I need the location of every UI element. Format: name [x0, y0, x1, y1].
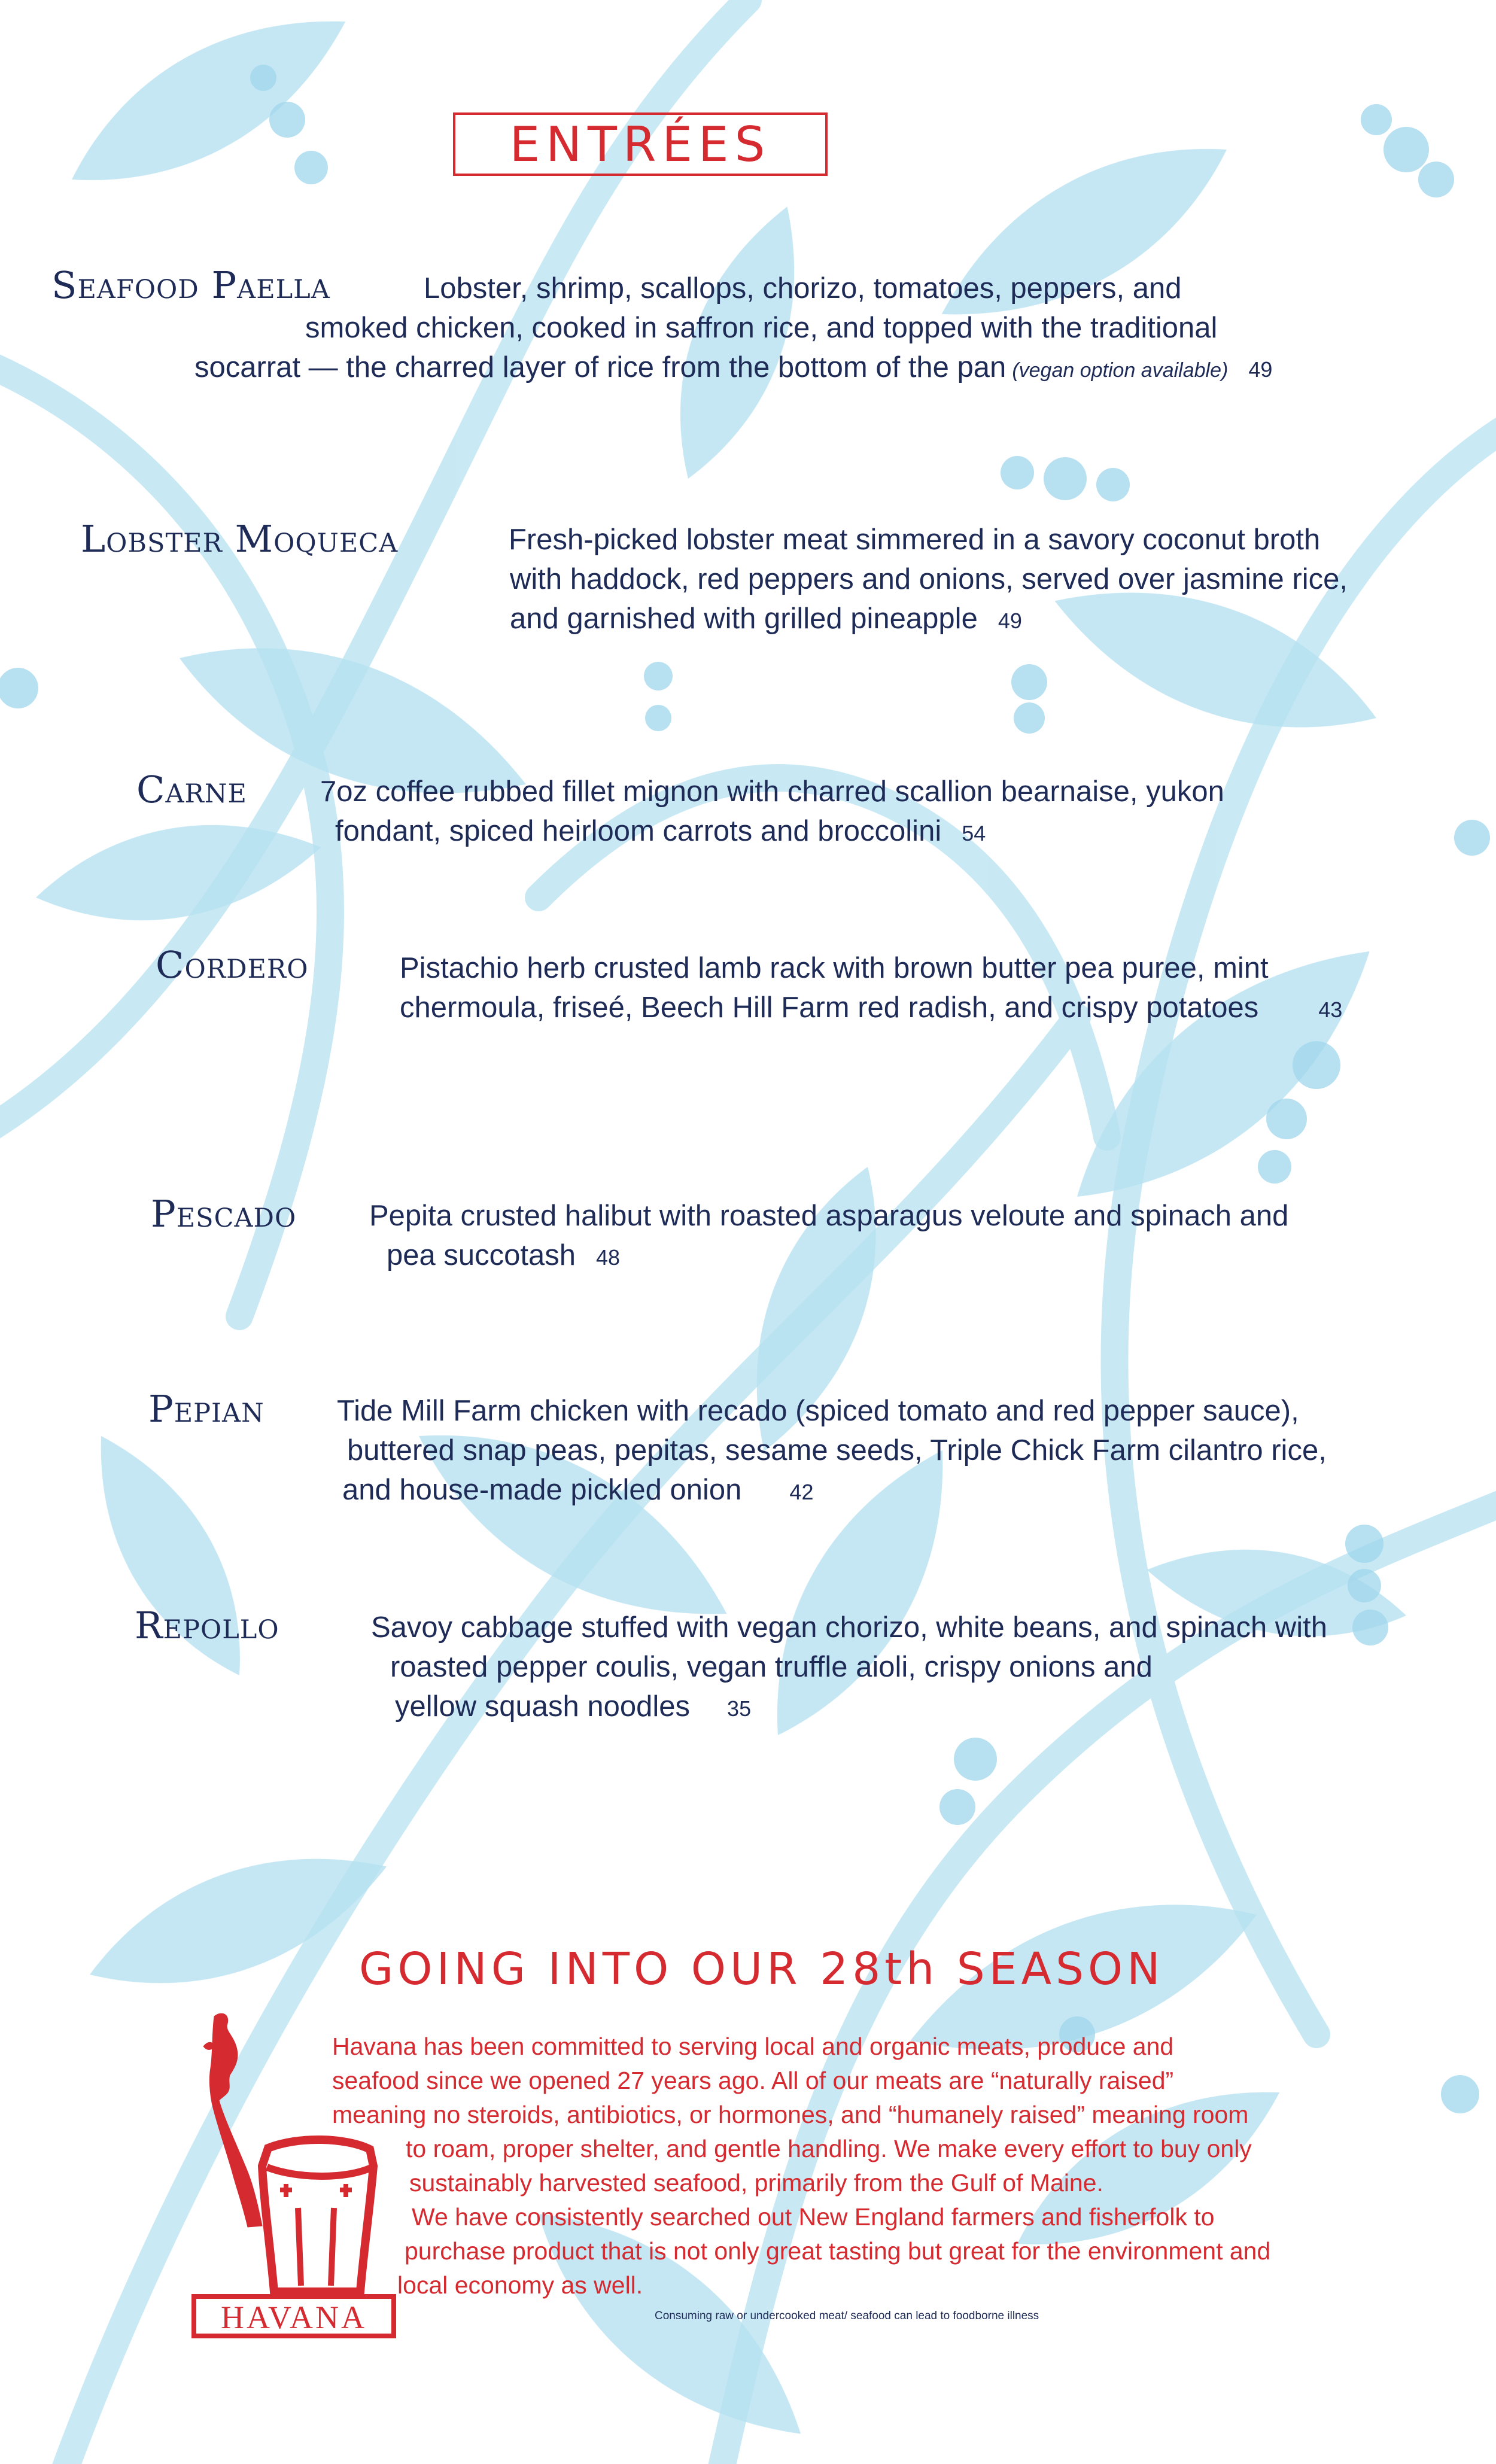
havana-conga-drum-icon: [194, 2013, 394, 2336]
season-line: local economy as well.: [397, 2271, 643, 2299]
dish-description-text: chermoula, friseé, Beech Hill Farm red radish, and crispy potatoes: [400, 991, 1259, 1024]
season-line: We have consistently searched out New England farmers and fisherfolk to: [412, 2203, 1215, 2231]
havana-logo: [190, 2010, 400, 2346]
dish-description-text: pea succotash: [387, 1239, 576, 1271]
dish-name: Pepian: [148, 1387, 264, 1431]
dish-description-text: and garnished with grilled pineapple: [510, 603, 978, 635]
dish-description-line: [194, 348, 1272, 390]
dish-description-line: [342, 1470, 813, 1512]
dish-name: Repollo: [135, 1604, 279, 1647]
season-line: meaning no steroids, antibiotics, or hormones, and “humanely raised” meaning room: [332, 2101, 1249, 2128]
dish-description-line: with haddock, red peppers and onions, served over jasmine rice,: [510, 563, 1348, 595]
dish-price: 48: [596, 1245, 621, 1270]
dish-price: 54: [962, 821, 986, 845]
dish-description-text: fondant, spiced heirloom carrots and broccolini: [335, 815, 942, 847]
dish-description-line: roasted pepper coulis, vegan truffle aioli, crispy onions and: [390, 1651, 1153, 1683]
dish-name: Seafood Paella: [51, 263, 330, 307]
dish-description-text: socarrat — the charred layer of rice from the bottom of the pan: [194, 351, 1007, 384]
season-line: to roam, proper shelter, and gentle handling. We make every effort to buy only: [406, 2135, 1252, 2162]
dish-name: Pescado: [151, 1192, 297, 1236]
dish-description-line: [510, 599, 1022, 641]
dish-description-text: and house-made pickled onion: [342, 1474, 742, 1506]
logo-text: HAVANA: [220, 2299, 367, 2335]
dish-description-line: buttered snap peas, pepitas, sesame seeds, Triple Chick Farm cilantro rice,: [347, 1434, 1327, 1467]
dish-description-line: [395, 1687, 751, 1729]
dish-description-line: smoked chicken, cooked in saffron rice, and topped with the traditional: [305, 312, 1218, 344]
vegan-note: (vegan option available): [1012, 359, 1229, 382]
dish-price: 49: [998, 609, 1022, 633]
dish-description-line: [400, 988, 1342, 1030]
season-line: seafood since we opened 27 years ago. All of our meats are “naturally raised”: [332, 2067, 1174, 2094]
entrees-heading: ENTRÉES: [453, 112, 828, 176]
dish-description-line: Savoy cabbage stuffed with vegan chorizo, white beans, and spinach with: [371, 1611, 1328, 1644]
dish-price: 49: [1248, 357, 1273, 382]
season-heading: GOING INTO OUR 28th SEASON: [359, 1943, 1164, 1995]
dish-price: 43: [1318, 997, 1343, 1022]
food-safety-disclaimer: Consuming raw or undercooked meat/ seafood can lead to foodborne illness: [655, 2310, 1039, 2322]
dish-price: 35: [727, 1696, 752, 1721]
dish-price: 42: [789, 1480, 814, 1504]
dish-description-line: Lobster, shrimp, scallops, chorizo, tomatoes, peppers, and: [424, 272, 1182, 305]
dish-description-line: [387, 1236, 620, 1277]
dish-description-line: Pepita crusted halibut with roasted asparagus veloute and spinach and: [369, 1200, 1289, 1232]
dish-description-line: Pistachio herb crusted lamb rack with brown butter pea puree, mint: [400, 952, 1269, 984]
dish-description-line: 7oz coffee rubbed fillet mignon with charred scallion bearnaise, yukon: [320, 775, 1224, 808]
dish-name: Lobster Moqueca: [81, 517, 399, 561]
dish-description-line: Fresh-picked lobster meat simmered in a savory coconut broth: [509, 524, 1321, 556]
dish-name: Cordero: [156, 943, 309, 987]
dish-description-text: yellow squash noodles: [395, 1690, 691, 1723]
dish-description-line: [335, 811, 986, 853]
dish-name: Carne: [136, 768, 247, 811]
season-line: Havana has been committed to serving local and organic meats, produce and: [332, 2033, 1174, 2060]
season-line: purchase product that is not only great tasting but great for the environment and: [405, 2237, 1271, 2265]
season-line: sustainably harvested seafood, primarily from the Gulf of Maine.: [409, 2169, 1103, 2197]
dish-description-line: Tide Mill Farm chicken with recado (spiced tomato and red pepper sauce),: [337, 1395, 1299, 1427]
